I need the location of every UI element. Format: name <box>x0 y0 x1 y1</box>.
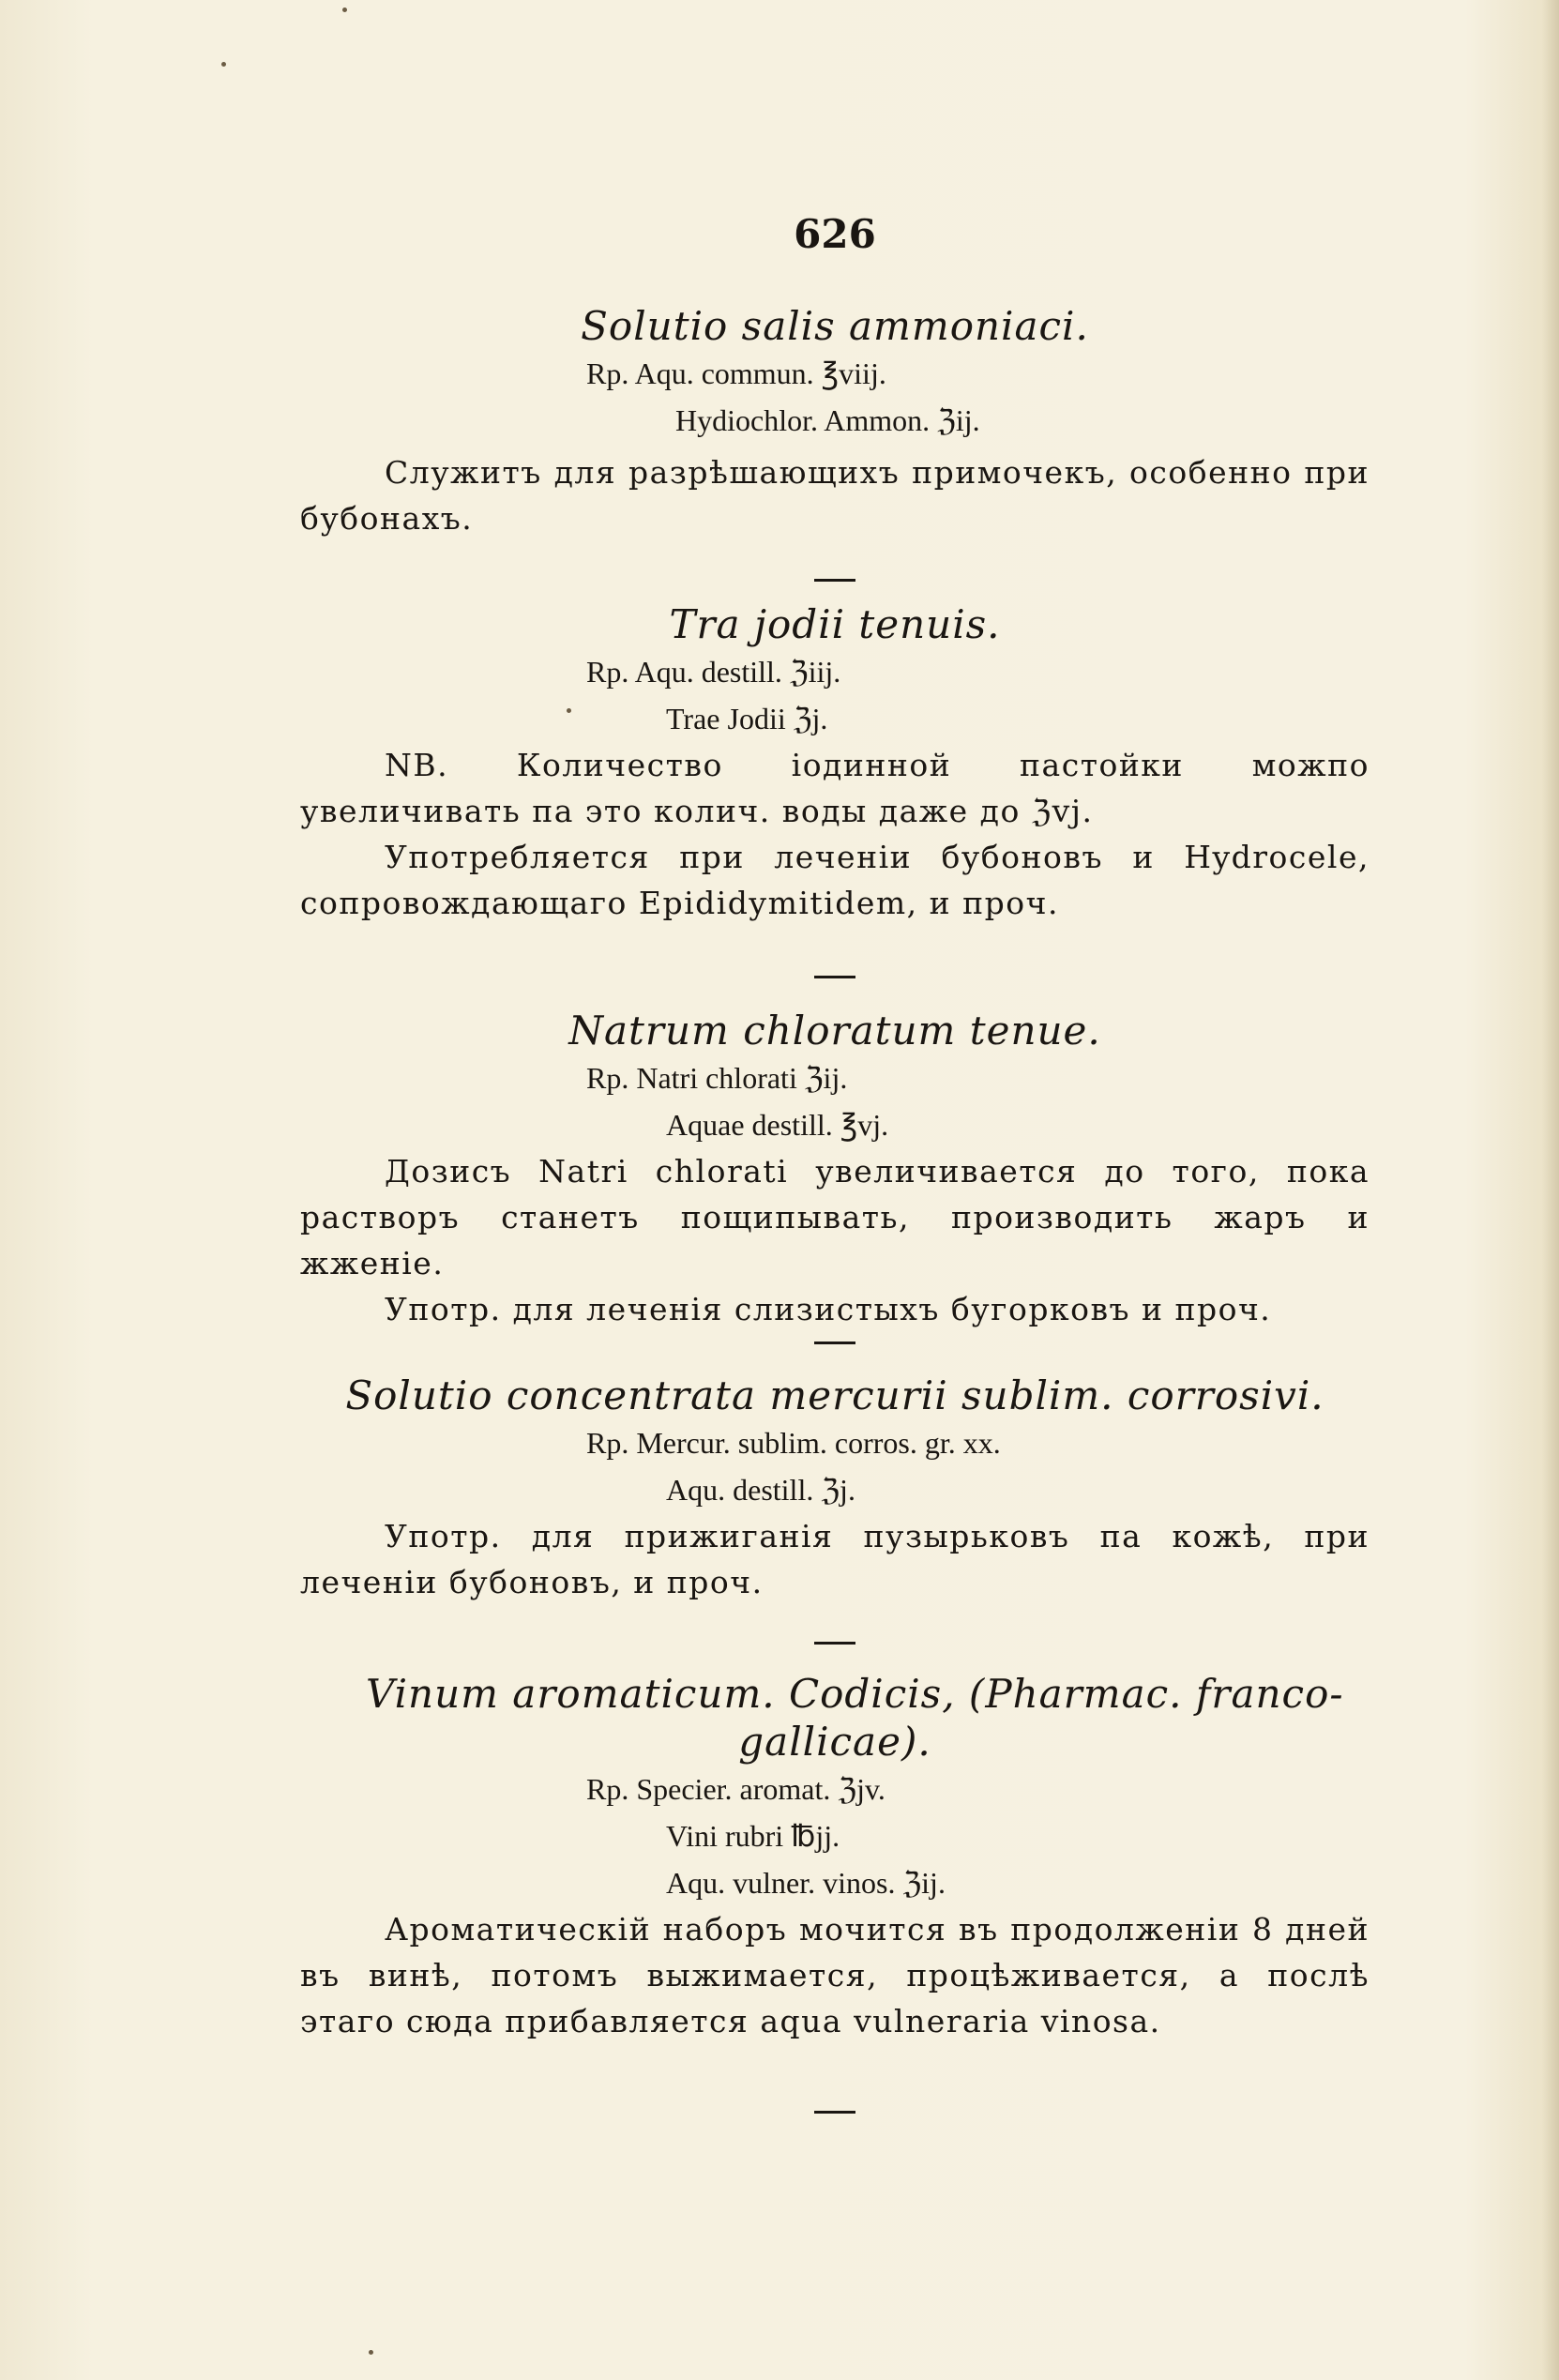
section-title: Natrum chloratum tenue. <box>568 1008 1101 1054</box>
section-title: Tra jodii tenuis. <box>669 601 1001 647</box>
separator <box>300 1642 1370 1645</box>
section-title: Solutio concentrata mercurii sublim. corrosivi. <box>345 1372 1324 1418</box>
section-title: Solutio salis ammoniaci. <box>581 303 1089 349</box>
paragraph: Употр. для леченія слизистыхъ бугорковъ и проч. <box>385 1291 1272 1327</box>
recipe-line: Rp. Natri chlorati ℨij. <box>586 1061 848 1095</box>
recipe-line: Hydiochlor. Ammon. ℨij. <box>675 403 980 437</box>
recipe-line: Rp. Mercur. sublim. corros. gr. xx. <box>586 1426 1001 1460</box>
recipe-line: Aqu. destill. ℨj. <box>666 1473 855 1507</box>
paragraph: Дозисъ Natri chlorati увеличивается до того, пока растворъ станетъ пощипывать, производить жаръ и жженіе. <box>300 1153 1370 1281</box>
paper-speck <box>221 62 226 67</box>
paragraph: Употр. для прижиганія пузырьковъ па кожѣ, при леченіи бубоновъ, и проч. <box>300 1518 1370 1600</box>
page-edge-shadow <box>1542 0 1559 2380</box>
recipe-line: Rp. Aqu. destill. ℨiij. <box>586 655 841 689</box>
section-solutio-salis <box>300 302 1370 541</box>
recipe-line: Rp. Aqu. commun. ℥viij. <box>586 356 886 390</box>
paragraph: Ароматическій наборъ мочится въ продолженіи 8 дней въ винѣ, потомъ выжимается, процѣживается, а послѣ этаго сюда прибавляется aqua vulneraria vinosa. <box>300 1911 1370 2039</box>
section-title-continued: gallicae). <box>738 1719 931 1765</box>
separator <box>300 1342 1370 1344</box>
separator <box>300 2111 1370 2114</box>
section-vinum-aromaticum <box>300 1670 1370 2044</box>
recipe-line: Vini rubri ℔jj. <box>666 1819 840 1853</box>
recipe-line: Aqu. vulner. vinos. ℨij. <box>666 1866 946 1900</box>
section-title: Vinum aromaticum. Codicis, (Pharmac. franco- <box>366 1671 1344 1717</box>
separator <box>300 976 1370 978</box>
paragraph: Употребляется при леченіи бубоновъ и Hydrocele, сопровождающаго Epididymitidem, и проч. <box>300 839 1370 921</box>
section-tra-jodii <box>300 600 1370 926</box>
paragraph: Служитъ для разрѣшающихъ примочекъ, особенно при бубонахъ. <box>300 454 1370 537</box>
recipe-line: Aquae destill. ℥vj. <box>666 1108 889 1142</box>
paper-speck <box>342 8 347 12</box>
recipe-line: Rp. Specier. aromat. ℨjv. <box>586 1772 885 1806</box>
recipe-line: Trae Jodii ℨj. <box>666 702 828 735</box>
paragraph: NB. Количество іодинной пастойки можпо увеличивать па это колич. воды даже до ℨvj. <box>300 747 1370 829</box>
section-natrum-chloratum <box>300 1007 1370 1332</box>
page-number: 626 <box>794 211 876 257</box>
separator <box>300 579 1370 582</box>
paper-speck <box>369 2350 373 2355</box>
section-solutio-mercurii <box>300 1372 1370 1605</box>
